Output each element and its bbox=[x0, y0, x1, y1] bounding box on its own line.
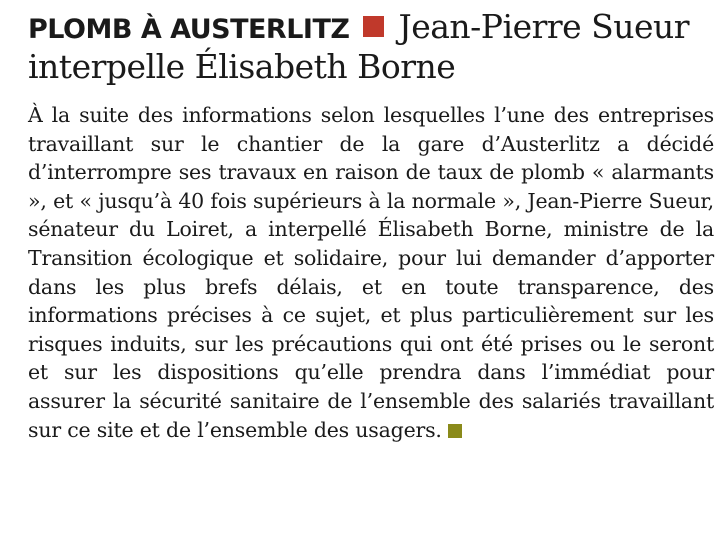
separator-square-icon bbox=[363, 16, 384, 37]
article-kicker: PLOMB À AUSTERLITZ bbox=[28, 14, 350, 45]
article-headline: Jean-Pierre Sueur interpelle Élisabeth Borne bbox=[28, 7, 690, 86]
article-body-text: À la suite des informations selon lesquelles l’une des entreprises travaillant sur le chantier de la gare d’Austerlitz a décidé d’interrompre ses travaux en raison de taux de plomb « alarmants », et « jusqu’à 40 fois supérieurs à la normale », Jean-Pierre Sueur, sénateur du Loiret, a interpellé Élisabeth Borne, ministre de la Transition écologique et solidaire, pour lui demander d’apporter dans les plus brefs délais, et en toute transparence, des informations précises à ce sujet, et plus particulièrement sur les risques induits, sur les précautions qui ont été prises ou le seront et sur les dispositions qu’elle prendra dans l’immédiat pour assurer la sécurité sanitaire de l’ensemble des salariés travaillant sur ce site et de l’ensemble des usagers. bbox=[28, 103, 714, 442]
news-article bbox=[28, 8, 714, 444]
article-headline-block bbox=[28, 8, 714, 85]
article-body bbox=[28, 101, 714, 444]
end-of-article-square-icon bbox=[448, 424, 462, 438]
